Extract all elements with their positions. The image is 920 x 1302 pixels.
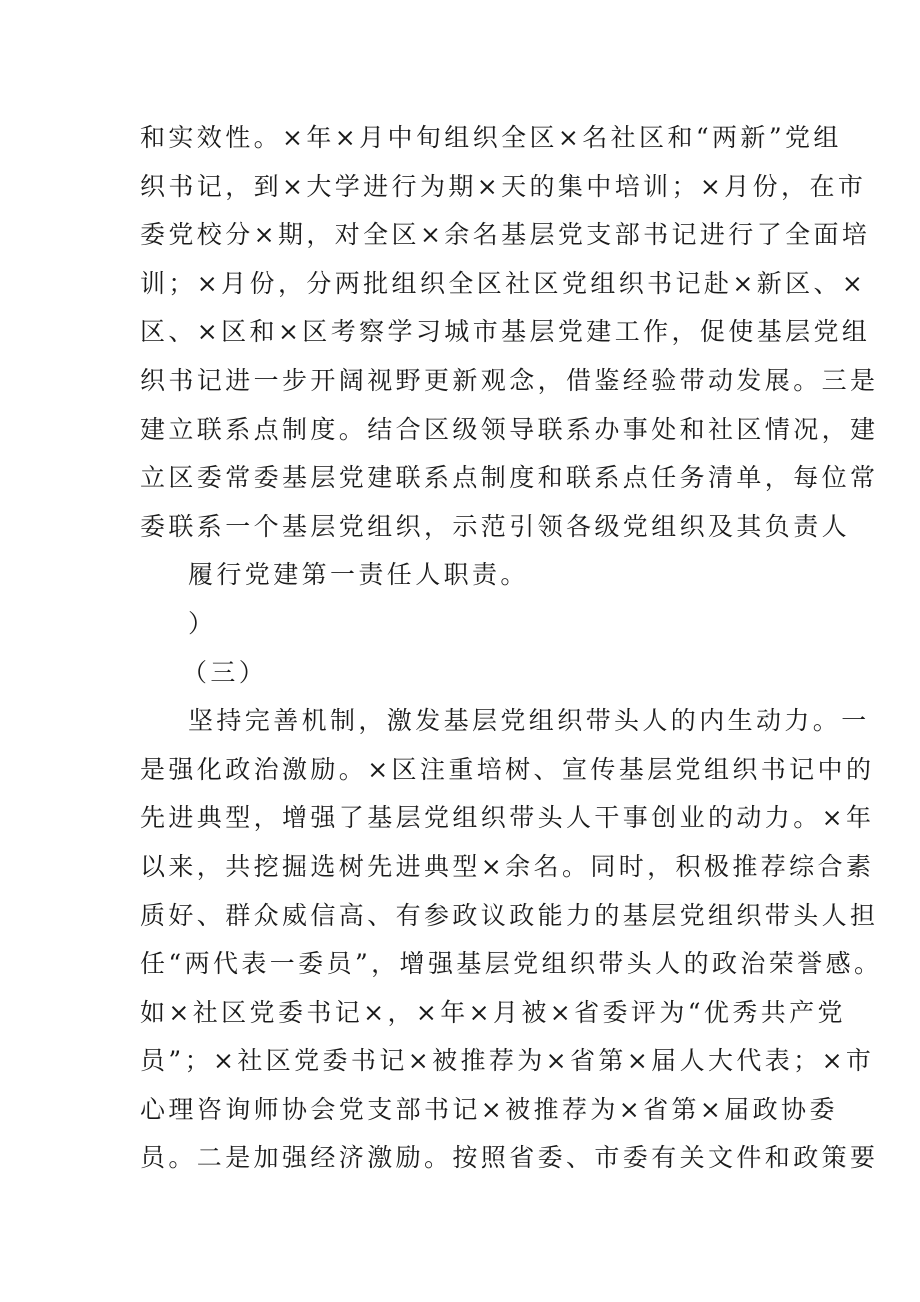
text-line: 是强化政治激励。×区注重培树、宣传基层党组织书记中的: [140, 754, 875, 784]
text-line: 坚持完善机制，激发基层党组织带头人的内生动力。一: [188, 706, 870, 736]
text-line: ）: [188, 608, 217, 638]
section-heading: （三）: [182, 657, 268, 687]
text-line: 织书记进一步开阔视野更新观念，借鉴经验带动发展。三是: [140, 365, 879, 395]
text-line: 员”；×社区党委书记×被推荐为×省第×届人大代表；×市: [140, 1046, 875, 1076]
text-line: 员。二是加强经济激励。按照省委、市委有关文件和政策要: [140, 1143, 879, 1173]
text-line: 质好、群众威信高、有参政议政能力的基层党组织带头人担: [140, 900, 879, 930]
document-body: [140, 114, 883, 1183]
text-line: 履行党建第一责任人职责。: [188, 560, 529, 590]
text-line: 任“两代表一委员”，增强基层党组织带头人的政治荣誉感。: [140, 949, 883, 979]
text-line: 以来，共挖掘选树先进典型×余名。同时，积极推荐综合素: [140, 851, 875, 881]
text-line: 区、×区和×区考察学习城市基层党建工作，促使基层党组: [140, 317, 871, 347]
text-line: 训；×月份，分两批组织全区社区党组织书记赴×新区、×: [140, 268, 867, 298]
text-line: 先进典型，增强了基层党组织带头人干事创业的动力。×年: [140, 803, 875, 833]
text-line: 心理咨询师协会党支部书记×被推荐为×省第×届政协委: [140, 1094, 838, 1124]
text-line: 织书记，到×大学进行为期×天的集中培训；×月份，在市: [140, 171, 867, 201]
text-line: 委党校分×期，对全区×余名基层党支部书记进行了全面培: [140, 220, 871, 250]
text-line: 立区委常委基层党建联系点制度和联系点任务清单，每位常: [140, 463, 879, 493]
text-line: 委联系一个基层党组织，示范引领各级党组织及其负责人: [140, 511, 851, 541]
text-line: 和实效性。×年×月中旬组织全区×名社区和“两新”党组: [140, 123, 842, 152]
text-line: 如×社区党委书记×，×年×月被×省委评为“优秀共产党: [140, 997, 846, 1027]
text-line: 建立联系点制度。结合区级领导联系办事处和社区情况，建: [140, 414, 879, 444]
